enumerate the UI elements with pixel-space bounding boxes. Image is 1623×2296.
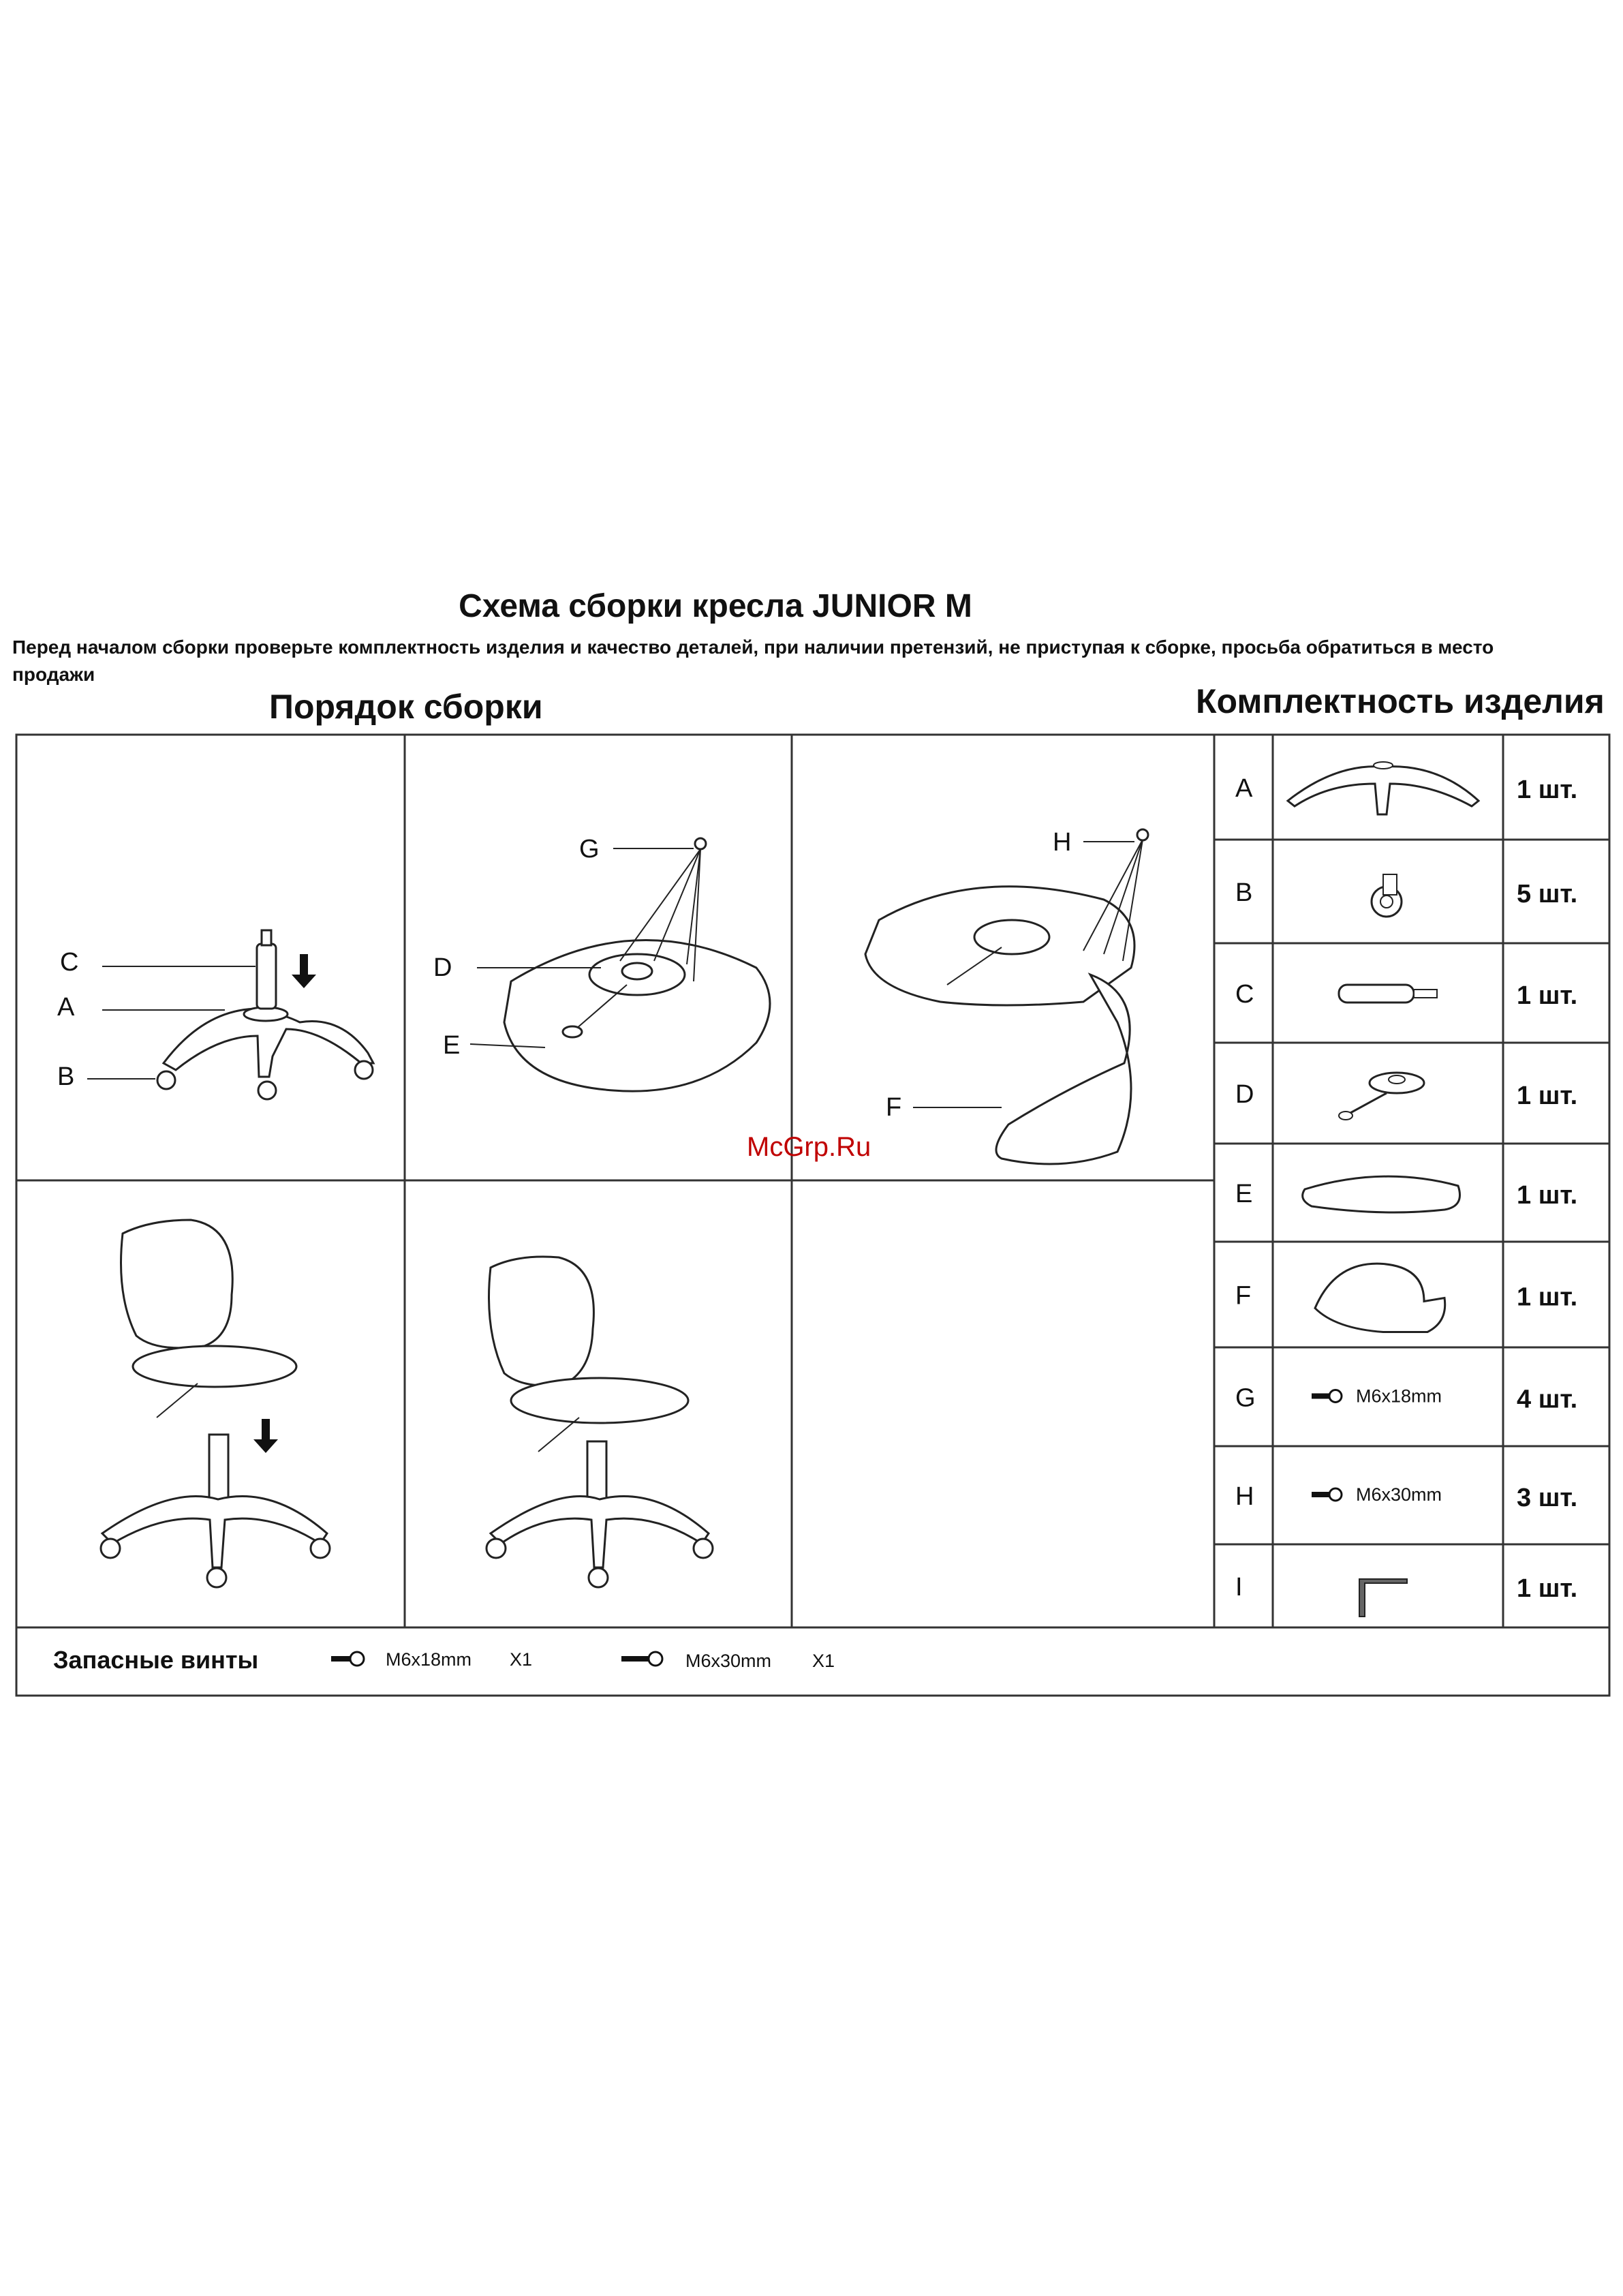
part-quantity: 1 шт. — [1517, 1181, 1578, 1210]
step5-illustration — [486, 1257, 713, 1587]
spare-spec-2: M6x30mm — [685, 1651, 772, 1671]
part-quantity: 1 шт. — [1517, 776, 1578, 804]
step3-illustration — [865, 828, 1148, 1164]
parts-table — [1235, 762, 1577, 1617]
label-d: D — [433, 953, 452, 982]
table-row — [1235, 874, 1577, 917]
part-quantity: 1 шт. — [1517, 1283, 1578, 1312]
part-letter: D — [1235, 1080, 1254, 1109]
watermark: McGrp.Ru — [747, 1132, 871, 1162]
part-letter: E — [1235, 1180, 1253, 1208]
star-base-icon — [1288, 762, 1479, 814]
outer-frame — [16, 735, 1609, 1696]
screw-icon — [621, 1652, 662, 1666]
spare-count-2: X1 — [812, 1651, 835, 1671]
label-h: H — [1053, 828, 1072, 857]
part-quantity: 5 шт. — [1517, 880, 1578, 908]
part-letter: A — [1235, 774, 1253, 803]
part-quantity: 3 шт. — [1517, 1484, 1578, 1512]
caster-icon — [1372, 874, 1402, 917]
part-quantity: 1 шт. — [1517, 1574, 1578, 1603]
screw-icon — [331, 1652, 364, 1666]
label-a: A — [57, 993, 75, 1022]
table-row — [1235, 1073, 1577, 1120]
label-b: B — [57, 1062, 75, 1091]
part-spec: M6x30mm — [1356, 1484, 1442, 1505]
part-letter: C — [1235, 980, 1254, 1009]
screw-icon — [1312, 1488, 1342, 1501]
gas-lift-icon — [1339, 985, 1437, 1002]
label-f: F — [886, 1093, 902, 1122]
spare-label: Запасные винты — [53, 1646, 259, 1674]
label-c: C — [60, 948, 79, 977]
spare-spec-1: M6x18mm — [386, 1649, 472, 1670]
table-row — [1235, 980, 1577, 1010]
step4-illustration — [101, 1220, 330, 1587]
part-quantity: 1 шт. — [1517, 981, 1578, 1010]
part-quantity: 1 шт. — [1517, 1082, 1578, 1110]
hex-key-icon — [1359, 1579, 1407, 1617]
table-row — [1235, 1264, 1577, 1332]
table-row — [1235, 762, 1577, 814]
part-letter: F — [1235, 1281, 1252, 1311]
table-row — [1235, 1573, 1577, 1617]
contents-heading: Комплектность изделия — [1196, 682, 1605, 720]
mechanism-icon — [1339, 1073, 1424, 1120]
label-e: E — [443, 1031, 461, 1060]
seat-icon — [1303, 1176, 1460, 1212]
table-row — [1235, 1384, 1577, 1414]
part-letter: G — [1235, 1383, 1256, 1413]
step1-illustration — [57, 930, 373, 1099]
part-letter: H — [1235, 1482, 1254, 1511]
part-letter: I — [1235, 1573, 1243, 1602]
part-quantity: 4 шт. — [1517, 1385, 1578, 1414]
assembly-heading: Порядок сборки — [269, 688, 543, 726]
spare-screws-row — [53, 1646, 835, 1674]
step2-illustration — [433, 835, 770, 1091]
screw-icon — [1312, 1390, 1342, 1403]
label-g: G — [579, 835, 600, 863]
table-row — [1235, 1176, 1577, 1212]
part-letter: B — [1235, 878, 1253, 907]
table-row — [1235, 1482, 1577, 1512]
part-spec: M6x18mm — [1356, 1386, 1442, 1407]
intro-text: Перед началом сборки проверьте комплектность изделия и качество деталей, при наличии претензий, не приступая к сборке, просьба обратиться в место продажи — [12, 637, 1494, 685]
backrest-icon — [1315, 1264, 1445, 1332]
document-title: Схема сборки кресла JUNIOR M — [459, 588, 972, 624]
spare-count-1: X1 — [510, 1649, 533, 1670]
